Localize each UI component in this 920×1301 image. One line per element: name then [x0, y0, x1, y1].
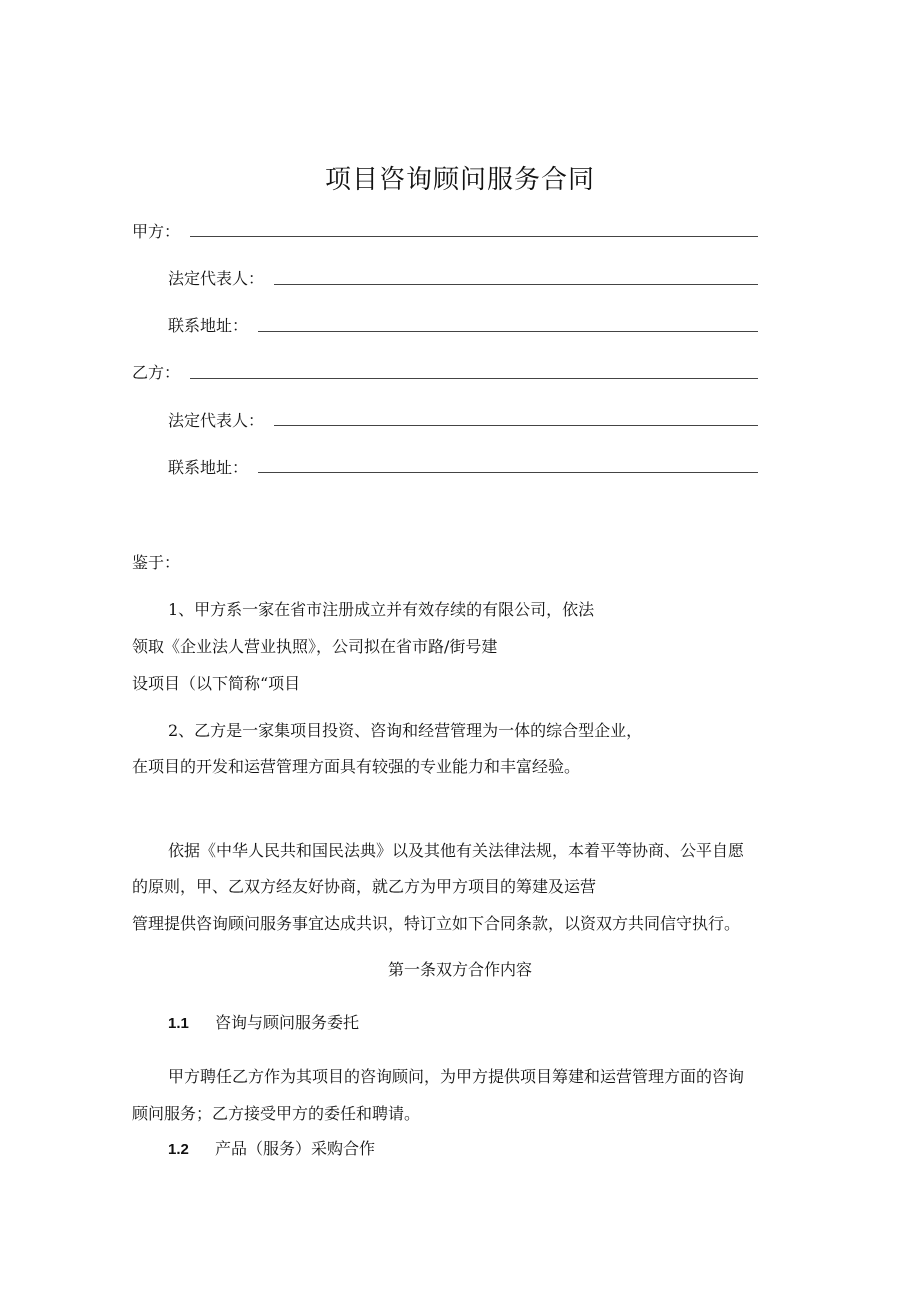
party-a-addr-label: 联系地址： — [168, 316, 249, 335]
basis-line1: 依据《中华人民共和国民法典》以及其他有关法律法规，本着平等协商、公平自愿 — [168, 841, 745, 860]
party-b-label: 乙方： — [132, 363, 181, 382]
party-b-rep-label: 法定代表人： — [168, 411, 265, 430]
clause2-line1: 2、乙方是一家集项目投资、咨询和经营管理为一体的综合型企业， — [168, 721, 643, 740]
clause2-line2: 在项目的开发和运营管理方面具有较强的专业能力和丰富经验。 — [132, 757, 581, 776]
party-a-rep-blank-line[interactable] — [274, 284, 758, 285]
basis-line3: 管理提供咨询顾问服务事宜达成共识，特订立如下合同条款，以资双方共同信守执行。 — [132, 914, 741, 933]
section-1-1-body-line1: 甲方聘任乙方作为其项目的咨询顾问，为甲方提供项目筹建和运营管理方面的咨询 — [168, 1067, 745, 1086]
party-b-addr-blank-line[interactable] — [258, 472, 758, 473]
party-b-addr-label: 联系地址： — [168, 458, 249, 477]
party-a-label: 甲方： — [132, 222, 181, 241]
party-b-rep-blank-line[interactable] — [274, 425, 758, 426]
clause1-line3: 设项目（以下简称“项目 — [132, 674, 301, 693]
basis-line2: 的原则，甲、乙双方经友好协商，就乙方为甲方项目的筹建及运营 — [132, 877, 597, 896]
party-a-blank-line[interactable] — [190, 236, 758, 237]
section-1-1-body-line2: 顾问服务；乙方接受甲方的委任和聘请。 — [132, 1104, 421, 1123]
section-1-1-title: 咨询与顾问服务委托 — [215, 1013, 360, 1032]
section-1-1-number: 1.1 — [168, 1015, 189, 1032]
clause1-line2: 领取《企业法人营业执照》，公司拟在省市路/街号建 — [132, 637, 498, 656]
party-b-blank-line[interactable] — [190, 378, 758, 379]
section-1-2-title: 产品（服务）采购合作 — [215, 1139, 376, 1158]
party-a-addr-blank-line[interactable] — [258, 331, 758, 332]
article1-heading: 第一条双方合作内容 — [387, 960, 532, 979]
clause1-line1: 1、甲方系一家在省市注册成立并有效存续的有限公司，依法 — [168, 600, 595, 619]
document-title: 项目咨询顾问服务合同 — [324, 165, 595, 195]
whereas-label: 鉴于： — [132, 553, 181, 572]
section-1-2-number: 1.2 — [168, 1141, 189, 1158]
party-a-rep-label: 法定代表人： — [168, 269, 265, 288]
